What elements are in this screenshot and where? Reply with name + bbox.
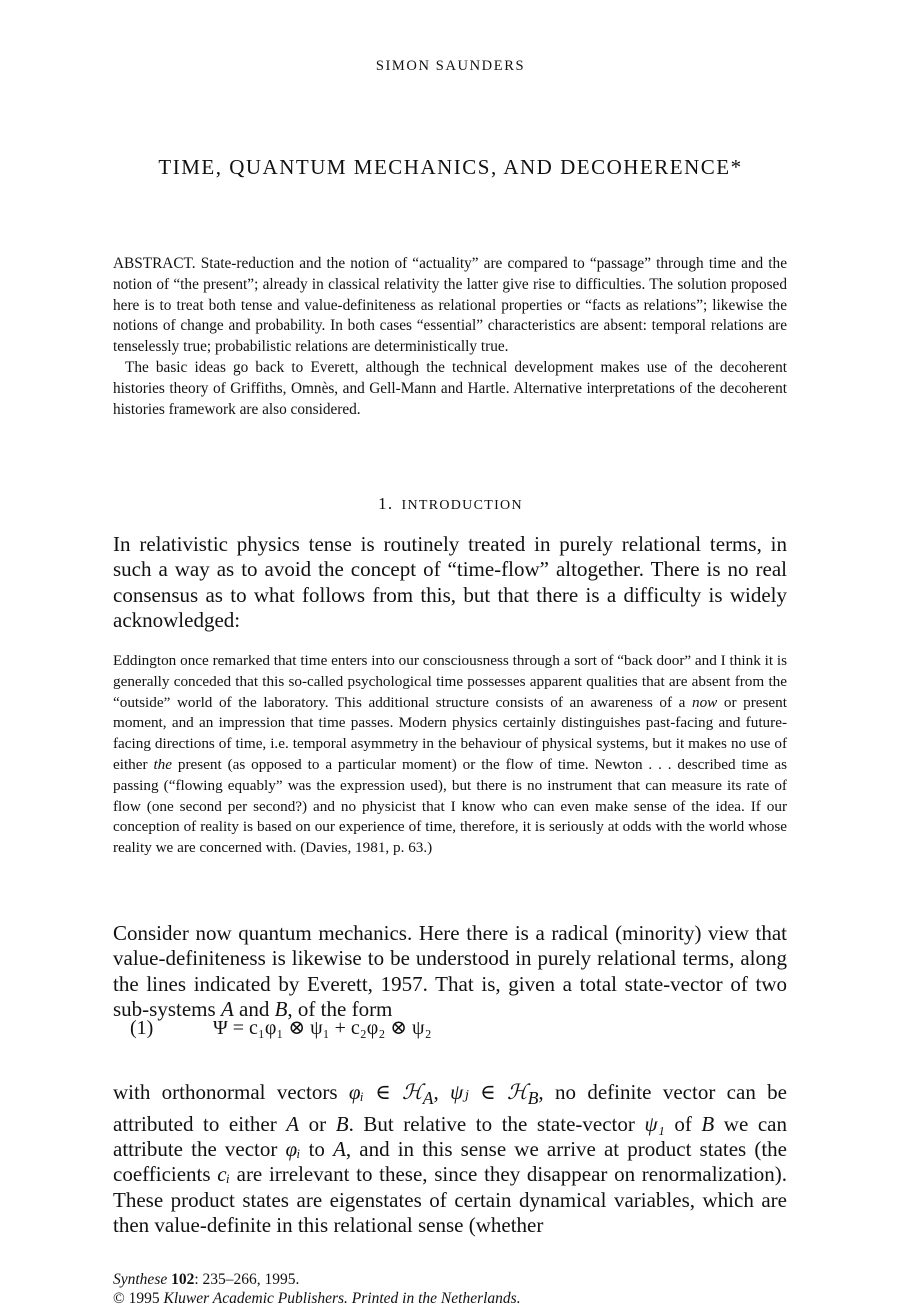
citation-line [113, 1270, 787, 1289]
abstract [113, 254, 787, 420]
text-segment: are irrelevant to these, since they disappear on renormalization). These product states are eigenstates of certain dynamical variables, which are then value-definite in this relational sense (whether [113, 1162, 787, 1238]
quote-emphasis-the: the [153, 755, 172, 773]
subscript-a: A [422, 1088, 434, 1109]
qm-var-b: B [274, 997, 288, 1022]
math-c-i: cᵢ [217, 1162, 230, 1187]
math-var-a: A [286, 1111, 300, 1136]
author-name: SIMON SAUNDERS [375, 58, 526, 74]
abstract-label: ABSTRACT. [113, 255, 196, 272]
math-psi-1: ψ₁ [644, 1111, 665, 1136]
equation-formula: Ψ = c₁φ₁ ⊗ ψ₁ + c₂φ₂ ⊗ ψ₂ [213, 1017, 432, 1039]
math-psi-in-hilbert: ψⱼ ∈ ℋ [450, 1080, 528, 1104]
quote-emphasis-now: now [691, 693, 718, 711]
text-segment: of [664, 1111, 702, 1136]
quote-text-1: Eddington once remarked that time enters into our consciousness through a sort of “back door” and I think it is generally conceded that this so-called psychological time possesses apparent qualities that are absent from the “outside” world of the laboratory. This additional structure consists of an awareness of a [113, 652, 787, 711]
subscript-b: B [527, 1088, 539, 1109]
qm-text-and: and [233, 997, 275, 1022]
qm-text-2: , of the form [287, 997, 393, 1022]
copyright-icon: © [113, 1290, 125, 1307]
text-segment: to [300, 1137, 334, 1161]
copyright-line [113, 1289, 787, 1308]
text-segment: , no definite vector can be attributed to either [113, 1080, 787, 1136]
quote-text-2: or present moment, and an impression that time passes. Modern physics certainly distinguishes past-facing and future-facing directions of time, i.e. temporal asymmetry in the behaviour of physical systems, but it makes no use of either [113, 693, 787, 773]
abstract-paragraph-2: The basic ideas go back to Everett, although the technical development makes use of the decoherent histories theory of Griffiths, Omnès, and Gell-Mann and Hartle. Alternative interpretations of the decoherent histories framework are also considered. [113, 358, 787, 418]
section-title: INTRODUCTION [401, 498, 523, 513]
page-footer [113, 1270, 787, 1308]
journal-name: Synthese [113, 1271, 168, 1288]
equation-label: (1) [130, 1017, 154, 1039]
equation-1 [130, 1015, 432, 1040]
text-segment: we can attribute the vector [113, 1111, 787, 1161]
text-segment: with orthonormal vectors [113, 1080, 349, 1104]
section-number: 1. [378, 494, 394, 513]
section-heading [0, 494, 901, 514]
publisher: Kluwer Academic Publishers. Printed in the Netherlands. [163, 1290, 521, 1307]
text-segment: , [433, 1080, 451, 1104]
abstract-text-1: State-reduction and the notion of “actuality” are compared to “passage” through time and the notion of “the present”; already in classical relativity the latter give rise to difficulties. The solution proposed here is to treat both tense and value-definiteness as relational properties or “facts as relations”; likewise the notions of change and probability. In both cases “essential” characteristics are absent: temporal relations are tenselessly true; probabilistic relations are deterministically true. [113, 255, 787, 356]
math-var-a: A [333, 1137, 346, 1161]
relative-state-paragraph [113, 1080, 787, 1239]
copyright-year: 1995 [124, 1290, 164, 1307]
math-phi-in-hilbert: φᵢ ∈ ℋ [348, 1080, 423, 1104]
qm-var-a: A [220, 997, 234, 1022]
math-phi-i: φᵢ [285, 1137, 301, 1161]
paper-title: TIME, QUANTUM MECHANICS, AND DECOHERENCE* [158, 155, 743, 179]
quote-text-3: present (as opposed to a particular moment) or the flow of time. Newton . . . described time as passing (“flowing equably” was the expression used), but there is no instrument that can measure its rate of flow (one second per second?) and no physicist that I know who can even make sense of the idea. If our conception of reality is based on our experience of time, therefore, it is seriously at odds with the world whose reality we are concerned with. (Davies, 1981, p. 63.) [113, 755, 787, 857]
journal-volume: 102 [167, 1271, 195, 1288]
text-segment: . But relative to the state-vector [348, 1111, 645, 1136]
qm-text-1: Consider now quantum mechanics. Here there is a radical (minority) view that value-definiteness is likewise to be understood in purely relational terms, along the lines indicated by Everett, 1957. That is, given a total state-vector of two sub-systems [113, 921, 787, 1022]
text-segment: or [299, 1111, 336, 1136]
abstract-paragraph-1 [113, 254, 787, 358]
math-var-b: B [335, 1111, 349, 1136]
journal-pages: : 235–266, 1995. [194, 1271, 300, 1288]
block-quote [113, 651, 787, 859]
quantum-mechanics-paragraph [113, 921, 787, 1023]
text-segment: , and in this sense we arrive at product states (the coefficients [113, 1137, 787, 1187]
intro-paragraph: In relativistic physics tense is routinely treated in purely relational terms, in such a way as to avoid the concept of “time-flow” altogether. There is no real consensus as to what follows from this, but that there is a difficulty is widely acknowledged: [113, 532, 787, 633]
math-var-b: B [701, 1111, 715, 1136]
